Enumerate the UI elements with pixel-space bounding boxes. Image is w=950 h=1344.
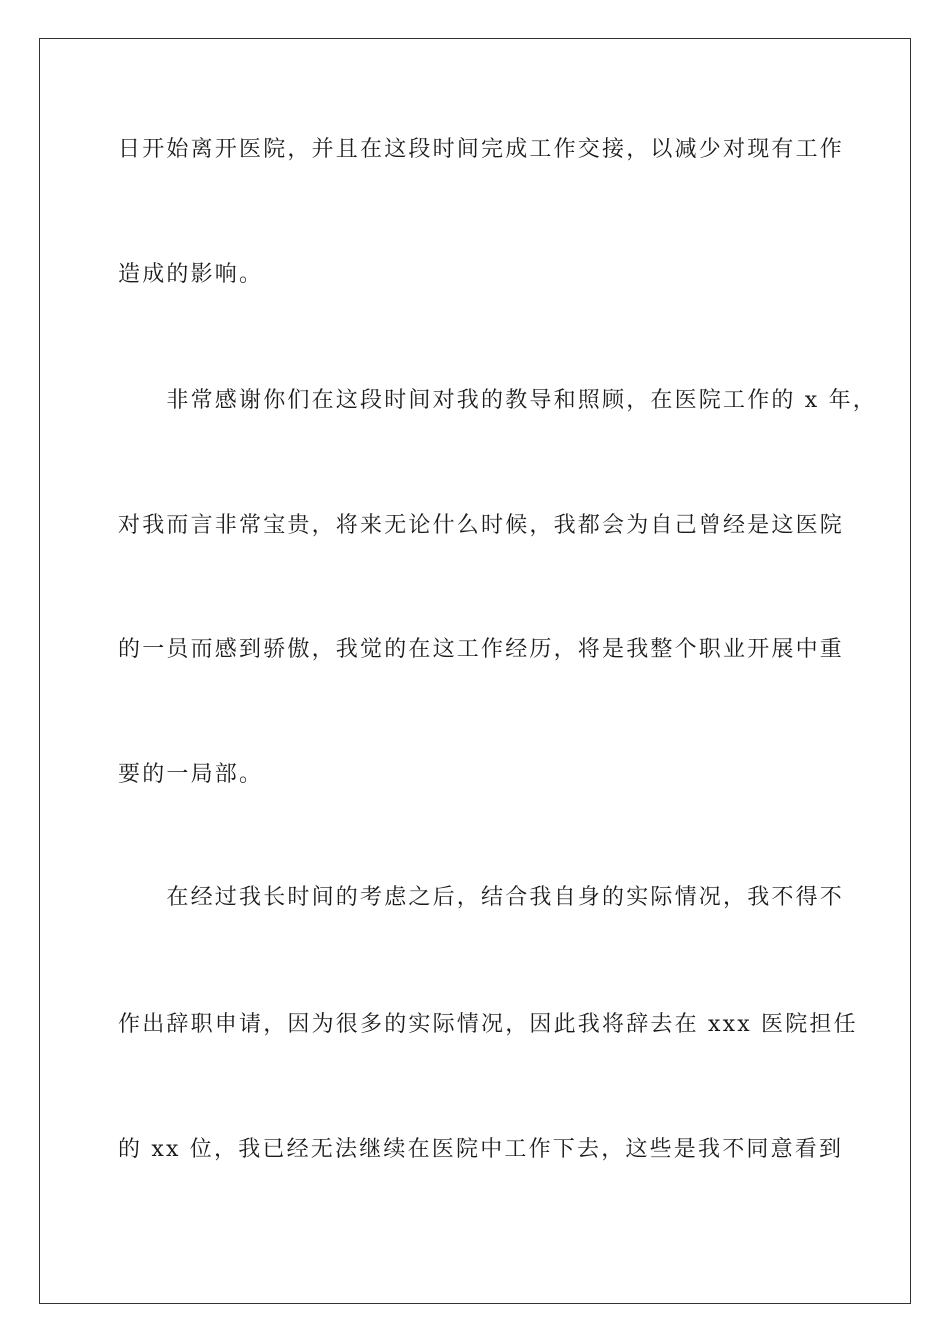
text-line-6: 要的一局部。 xyxy=(118,762,264,787)
page-border xyxy=(39,38,911,1304)
paragraph-start-line-3: 非常感谢你们在这段时间对我的教导和照顾，在医院工作的 x 年， xyxy=(118,388,877,413)
text-line-8: 作出辞职申请，因为很多的实际情况，因此我将辞去在 xxx 医院担任 xyxy=(118,1012,858,1037)
text-line-9: 的 xx 位，我已经无法继续在医院中工作下去，这些是我不同意看到 xyxy=(118,1137,844,1162)
paragraph-start-line-7: 在经过我长时间的考虑之后，结合我自身的实际情况，我不得不 xyxy=(118,885,845,910)
text-line-2: 造成的影响。 xyxy=(118,262,264,287)
text-line-4: 对我而言非常宝贵，将来无论什么时候，我都会为自己曾经是这医院 xyxy=(118,513,845,538)
text-line-5: 的一员而感到骄傲，我觉的在这工作经历，将是我整个职业开展中重 xyxy=(118,637,845,662)
text-line-1: 日开始离开医院，并且在这段时间完成工作交接，以减少对现有工作 xyxy=(118,137,845,162)
